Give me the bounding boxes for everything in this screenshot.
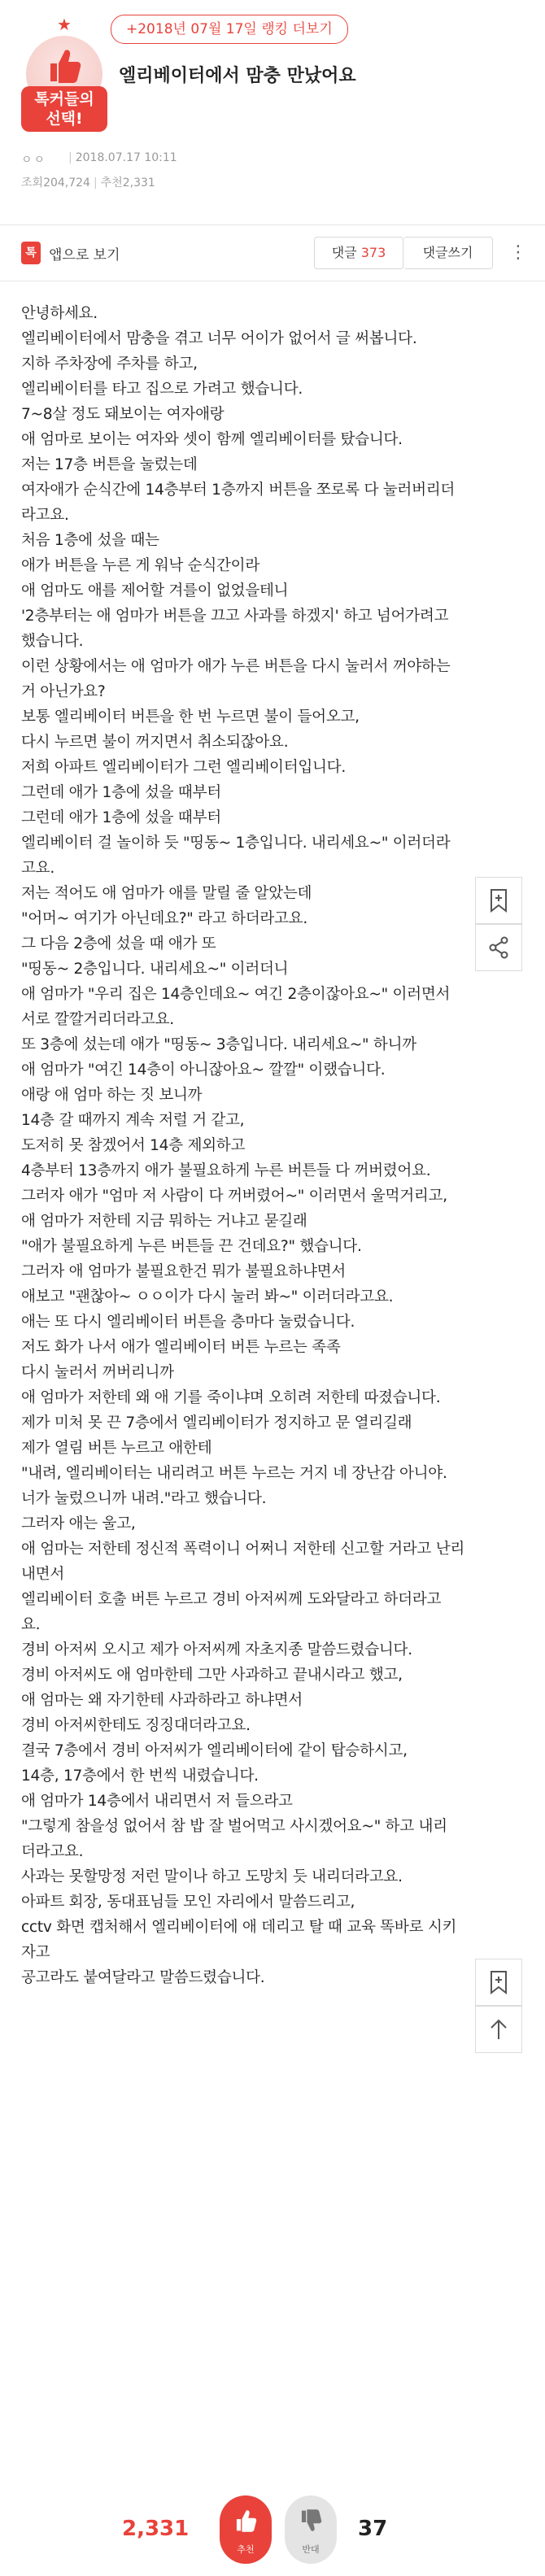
body-line: 제가 미처 못 끈 7층에서 엘리베이터가 정지하고 문 열리길래	[21, 1414, 412, 1432]
ranking-more-link[interactable]: +2018년 07월 17일 랭킹 더보기	[111, 15, 348, 44]
body-line: 다시 누르면 불이 꺼지면서 취소되잖아요.	[21, 734, 289, 751]
vote-bar	[0, 2481, 545, 2576]
body-line: 제가 열림 버튼 누르고 애한테	[21, 1440, 212, 1457]
body-line: 애 엄마가 "여긴 14층이 아니잖아요~ 깔깔" 이랬습니다.	[21, 1061, 386, 1079]
body-line: 14층 갈 때까지 계속 저럴 거 같고,	[21, 1112, 245, 1129]
body-line: 지하 주차장에 주차를 하고,	[21, 355, 198, 373]
body-line: "애가 불필요하게 누른 버튼들 끈 건데요?" 했습니다.	[21, 1238, 362, 1255]
body-line: 애 엄마가 저한테 왜 애 기를 죽이냐며 오히려 저한테 따졌습니다.	[21, 1389, 441, 1406]
bookmark-add-icon	[488, 888, 509, 913]
comments-button[interactable]	[314, 237, 403, 269]
body-line: 자고	[21, 1944, 50, 1961]
body-line: 경비 아저씨한테도 징징대더라고요.	[21, 1717, 251, 1734]
body-line: 애 엄마가 저한테 지금 뭐하는 거냐고 묻길래	[21, 1213, 307, 1230]
body-line: 그러자 애 엄마가 불필요한건 뭐가 불필요하냐면서	[21, 1263, 346, 1280]
recommend-button-label: 추천	[237, 2544, 255, 2555]
body-line: "그렇게 참을성 없어서 참 밥 잘 벌어먹고 사시겠어요~" 하고 내리	[21, 1818, 447, 1835]
disrecommend-count: 37	[358, 2517, 388, 2541]
share-icon	[488, 936, 509, 959]
badge-label	[21, 86, 107, 132]
body-line: "어머~ 여기가 아닌데요?" 라고 하더라고요.	[21, 910, 307, 927]
body-line: 경비 아저씨도 애 엄마한테 그만 사과하고 끝내시라고 했고,	[21, 1667, 403, 1684]
body-line: 애 엄마는 왜 자기한테 사과하라고 하냐면서	[21, 1692, 303, 1709]
body-line: 애는 또 다시 엘리베이터 버튼을 층마다 눌렀습니다.	[21, 1314, 355, 1331]
post-date: | 2018.07.17 10:11	[68, 151, 177, 164]
body-line: 애랑 애 엄마 하는 짓 보니까	[21, 1087, 203, 1104]
body-line: 저희 아파트 엘리베이터가 그런 엘리베이터입니다.	[21, 759, 346, 776]
post-title: 엘리베이터에서 맘충 만났어요	[119, 66, 356, 86]
body-line: 엘리베이터 호출 버튼 누르고 경비 아저씨께 도와달라고 하더라고	[21, 1591, 442, 1608]
body-line: 도저히 못 참겠어서 14층 제외하고	[21, 1137, 246, 1154]
talker-choice-badge	[21, 11, 111, 128]
body-line: "띵동~ 2층입니다. 내리세요~" 이러더니	[21, 961, 289, 978]
body-line: 여자애가 순식간에 14층부터 1층까지 버튼을 쪼로록 다 눌러버리더	[21, 482, 456, 499]
body-line: 너가 눌렀으니까 내려."라고 했습니다.	[21, 1490, 267, 1507]
body-line: 내면서	[21, 1566, 64, 1583]
views-label: 조회	[21, 177, 44, 190]
bookmark-button[interactable]	[475, 877, 522, 924]
more-options-icon[interactable]: ⋮	[509, 242, 527, 263]
post-date-value: 2018.07.17 10:11	[75, 151, 177, 164]
star-icon: ★	[57, 15, 72, 34]
body-line: 라고요.	[21, 507, 69, 524]
post-body	[21, 301, 509, 1990]
thumbs-down-icon	[299, 2508, 323, 2533]
body-line: 그런데 애가 1층에 섰을 때부터	[21, 809, 221, 826]
body-line: 애보고 "괜찮아~ ㅇㅇ이가 다시 눌러 봐~" 이러더라고요.	[21, 1288, 394, 1305]
body-line: 엘리베이터에서 맘충을 겪고 너무 어이가 없어서 글 써봅니다.	[21, 330, 417, 347]
body-line: 애 엄마가 "우리 집은 14층인데요~ 여긴 2층이잖아요~" 이러면서	[21, 986, 451, 1003]
badge-label-line1: 톡커들의	[34, 90, 94, 108]
recommend-label: 추천	[100, 177, 123, 190]
body-line: 저는 17층 버튼을 눌렀는데	[21, 456, 198, 473]
post-author[interactable]: ㅇㅇ	[21, 154, 47, 167]
body-line: 거 아닌가요?	[21, 683, 106, 700]
body-line: 저도 화가 나서 애가 엘리베이터 버튼 누르는 족족	[21, 1339, 341, 1356]
body-line: "내려, 엘리베이터는 내리려고 버튼 누르는 거지 네 장난감 아니야.	[21, 1465, 447, 1482]
body-line: 보통 엘리베이터 버튼을 한 번 누르면 불이 들어오고,	[21, 708, 360, 726]
body-line: 그러자 애는 울고,	[21, 1515, 136, 1532]
body-line: 또 3층에 섰는데 애가 "띵동~ 3층입니다. 내리세요~" 하니까	[21, 1036, 416, 1053]
bookmark-add-icon	[488, 1970, 509, 1994]
recommend-button[interactable]	[220, 2495, 272, 2564]
badge-label-line2: 선택!	[46, 110, 83, 128]
body-line: 요.	[21, 1616, 41, 1633]
body-line: 애 엄마로 보이는 여자와 셋이 함께 엘리베이터를 탔습니다.	[21, 431, 403, 448]
view-in-app-link[interactable]: 앱으로 보기	[49, 247, 120, 264]
body-line: 공고라도 붙여달라고 말씀드렸습니다.	[21, 1969, 265, 1986]
recommend-stat: 2,331	[122, 177, 155, 190]
body-line: 애 엄마가 14층에서 내리면서 저 들으라고	[21, 1793, 293, 1810]
body-line: 경비 아저씨 오시고 제가 아저씨께 자초지종 말씀드렸습니다.	[21, 1641, 412, 1658]
body-line: 고요.	[21, 860, 54, 877]
body-line: 그 다음 2층에 섰을 때 애가 또	[21, 935, 216, 952]
body-line: 7~8살 정도 돼보이는 여자애랑	[21, 406, 225, 423]
arrow-up-icon	[489, 2018, 508, 2041]
body-line: 다시 눌러서 꺼버리니까	[21, 1364, 174, 1381]
body-line: 저는 적어도 애 엄마가 애를 말릴 줄 알았는데	[21, 885, 312, 902]
thumbs-up-icon	[233, 2508, 258, 2533]
comments-count: 373	[360, 245, 386, 260]
body-line: cctv 화면 캡처해서 엘리베이터에 애 데리고 탈 때 교육 똑바로 시키	[21, 1919, 457, 1936]
body-line: 사과는 못할망정 저런 말이나 하고 도망치 듯 내리더라고요.	[21, 1868, 403, 1885]
body-line: 애 엄마는 저한테 정신적 폭력이니 어쩌니 저한테 신고할 거라고 난리	[21, 1541, 465, 1558]
body-line: 했습니다.	[21, 633, 84, 650]
share-button[interactable]	[475, 924, 522, 971]
body-line: 그런데 애가 1층에 섰을 때부터	[21, 784, 221, 801]
body-line: 더라고요.	[21, 1843, 84, 1860]
disrecommend-button[interactable]	[285, 2495, 337, 2564]
app-icon[interactable]: 톡	[21, 242, 41, 264]
post-header	[0, 0, 545, 220]
scroll-top-button[interactable]	[475, 2006, 522, 2053]
recommend-count: 2,331	[122, 2517, 190, 2541]
body-line: 엘리베이터 걸 놀이하 듯 "띵동~ 1층입니다. 내리세요~" 이러더라	[21, 835, 451, 852]
body-line: 처음 1층에 섰을 때는	[21, 532, 159, 549]
body-line: 14층, 17층에서 한 번씩 내렸습니다.	[21, 1767, 259, 1785]
write-comment-button[interactable]: 댓글쓰기	[403, 237, 493, 269]
body-line: 그러자 애가 "엄마 저 사람이 다 꺼버렸어~" 이러면서 울먹거리고,	[21, 1188, 447, 1205]
body-line: 4층부터 13층까지 애가 불필요하게 누른 버튼들 다 꺼버렸어요.	[21, 1162, 431, 1179]
post-stats: 조회204,724 | 추천2,331	[21, 177, 155, 190]
body-line: 아파트 회장, 동대표님들 모인 자리에서 말씀드리고,	[21, 1894, 355, 1911]
body-line: 결국 7층에서 경비 아저씨가 엘리베이터에 같이 탑승하시고,	[21, 1742, 408, 1759]
views-count: 204,724	[43, 177, 90, 190]
thumbs-up-icon	[47, 47, 81, 85]
body-line: 애가 버튼을 누른 게 워낙 순식간이라	[21, 557, 259, 574]
body-line: 애 엄마도 애를 제어할 겨를이 없었을테니	[21, 582, 289, 599]
bookmark-button-lower[interactable]	[475, 1959, 522, 2006]
body-line: 서로 깔깔거리더라고요.	[21, 1011, 174, 1028]
body-line: 엘리베이터를 타고 집으로 가려고 했습니다.	[21, 381, 303, 398]
comments-label: 댓글	[331, 245, 357, 260]
body-line: 이런 상황에서는 애 엄마가 애가 누른 버튼을 다시 눌러서 꺼야하는	[21, 658, 451, 675]
body-line: '2층부터는 애 엄마가 버튼을 끄고 사과를 하겠지' 하고 넘어가려고	[21, 608, 449, 625]
body-line: 안녕하세요.	[21, 305, 98, 322]
disrecommend-button-label: 반대	[302, 2544, 320, 2555]
post-toolbar	[0, 224, 545, 281]
